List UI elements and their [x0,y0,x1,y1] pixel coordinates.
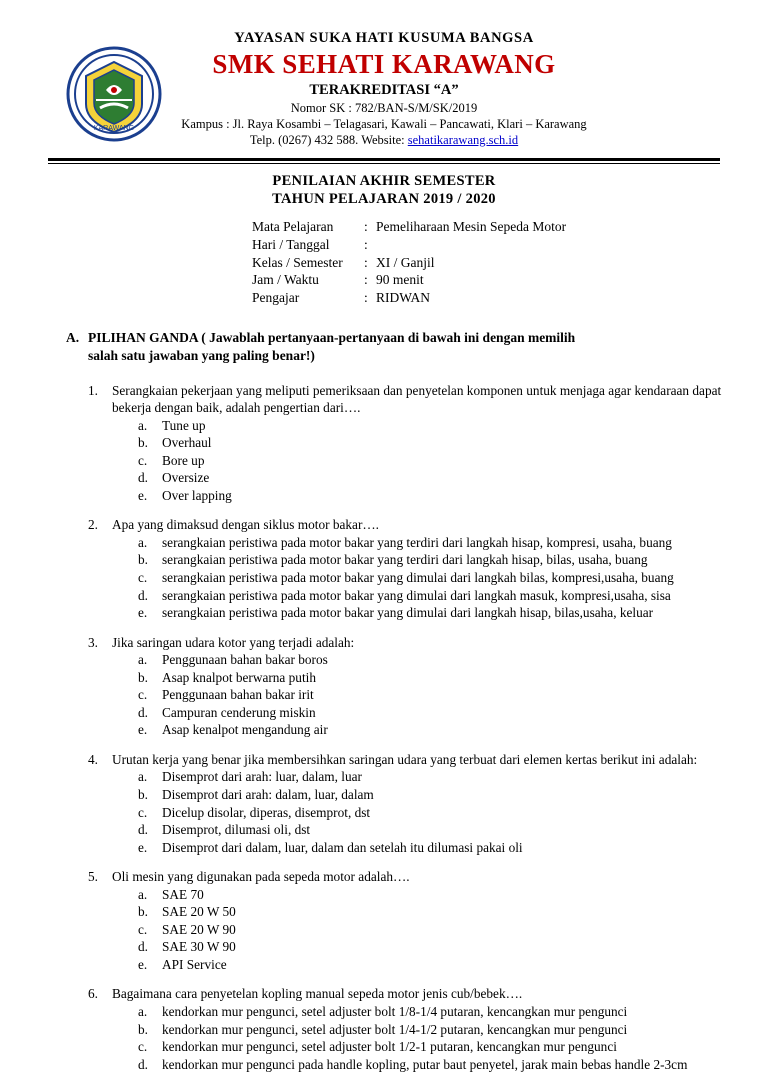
telephone-text: Telp. (0267) 432 588. Website: [250,133,408,147]
option-text: Disemprot dari arah: luar, dalam, luar [162,769,362,784]
option-letter: a. [138,534,147,552]
option-text: serangkaian peristiwa pada motor bakar yang terdiri dari langkah hisap, bilas, usaha, buang [162,552,648,567]
option-letter: b. [138,786,148,804]
option-item[interactable] [138,534,724,552]
option-letter: a. [138,417,147,435]
option-letter: d. [138,587,148,605]
question-number: 5. [88,868,110,886]
question-text: Jika saringan udara kotor yang terjadi adalah: [112,634,724,652]
option-list [112,1003,724,1073]
school-name: SMK SEHATI KARAWANG [48,49,720,80]
option-text: SAE 70 [162,887,204,902]
question-text: Apa yang dimaksud dengan siklus motor bakar…. [112,516,724,534]
option-list [112,651,724,739]
option-text: SAE 30 W 90 [162,939,236,954]
option-letter: c. [138,804,147,822]
section-line1: PILIHAN GANDA ( Jawablah pertanyaan-pertanyaan di bawah ini dengan memilih [88,330,575,345]
option-letter: d. [138,938,148,956]
option-letter: c. [138,1038,147,1056]
section-heading [0,329,768,365]
option-list [112,768,724,856]
option-item[interactable] [138,417,724,435]
meta-row-teacher [252,289,768,307]
option-text: API Service [162,957,227,972]
option-item[interactable] [138,551,724,569]
meta-label: Pengajar [252,289,364,307]
question-item [0,634,724,739]
option-item[interactable] [138,469,724,487]
meta-row-class [252,254,768,272]
option-text: serangkaian peristiwa pada motor bakar yang terdiri dari langkah hisap, kompresi, usaha, buang [162,535,672,550]
meta-label: Jam / Waktu [252,271,364,289]
option-text: Asap kenalpot mengandung air [162,722,328,737]
option-letter: a. [138,1003,147,1021]
meta-colon: : [364,289,376,307]
meta-row-duration [252,271,768,289]
option-letter: b. [138,903,148,921]
option-text: kendorkan mur pengunci, setel adjuster bolt 1/8-1/4 putaran, kencangkan mur pengunci [162,1004,627,1019]
option-text: serangkaian peristiwa pada motor bakar yang dimulai dari langkah masuk, kompresi,usaha, sisa [162,588,671,603]
option-item[interactable] [138,956,724,974]
option-letter: c. [138,569,147,587]
exam-title-line1: PENILAIAN AKHIR SEMESTER [0,173,768,190]
meta-row-subject [252,218,768,236]
option-letter: e. [138,956,147,974]
option-text: Over lapping [162,488,232,503]
option-item[interactable] [138,434,724,452]
header-divider-thin [48,163,720,164]
option-item[interactable] [138,1056,724,1073]
option-text: kendorkan mur pengunci pada handle kopling, putar baut penyetel, jarak main bebas handle 2-3cm [162,1057,687,1072]
option-item[interactable] [138,804,724,822]
question-text: Bagaimana cara penyetelan kopling manual sepeda motor jenis cub/bebek…. [112,985,724,1003]
question-item [0,516,724,621]
option-item[interactable] [138,1038,724,1056]
option-item[interactable] [138,921,724,939]
option-item[interactable] [138,721,724,739]
option-letter: b. [138,551,148,569]
option-text: Penggunaan bahan bakar irit [162,687,314,702]
option-letter: a. [138,886,147,904]
svg-text:KARAWANG: KARAWANG [94,125,134,132]
campus-address: Kampus : Jl. Raya Kosambi – Telagasari, Kawali – Pancawati, Klari – Karawang [48,117,720,132]
option-item[interactable] [138,1021,724,1039]
option-text: kendorkan mur pengunci, setel adjuster bolt 1/4-1/2 putaran, kencangkan mur pengunci [162,1022,627,1037]
meta-value: 90 menit [376,271,424,289]
option-list [112,417,724,505]
option-letter: b. [138,669,148,687]
option-text: Bore up [162,453,204,468]
option-text: Oversize [162,470,209,485]
meta-colon: : [364,271,376,289]
question-text: Serangkaian pekerjaan yang meliputi pemeriksaan dan penyetelan komponen untuk menjaga agar kendaraan dapat bekerja dengan baik, adalah pengertian dari…. [112,382,724,417]
option-item[interactable] [138,1003,724,1021]
option-text: serangkaian peristiwa pada motor bakar yang dimulai dari langkah hisap, bilas,usaha, keluar [162,605,653,620]
exam-title-block [0,173,768,208]
option-letter: a. [138,768,147,786]
option-item[interactable] [138,651,724,669]
option-text: Penggunaan bahan bakar boros [162,652,328,667]
exam-title-line2: TAHUN PELAJARAN 2019 / 2020 [0,191,768,208]
meta-label: Mata Pelajaran [252,218,364,236]
option-letter: e. [138,839,147,857]
school-logo-icon [66,46,162,142]
option-item[interactable] [138,569,724,587]
option-item[interactable] [138,786,724,804]
option-letter: d. [138,1056,148,1073]
option-letter: d. [138,469,148,487]
question-number: 4. [88,751,110,769]
meta-label: Kelas / Semester [252,254,364,272]
option-text: Overhaul [162,435,211,450]
option-letter: a. [138,651,147,669]
header-divider-thick [48,158,720,161]
accreditation-text: TERAKREDITASI “A” [48,82,720,99]
option-item[interactable] [138,768,724,786]
option-text: Disemprot dari dalam, luar, dalam dan setelah itu dilumasi pakai oli [162,840,523,855]
meta-colon: : [364,218,376,236]
option-text: Disemprot, dilumasi oli, dst [162,822,310,837]
option-item[interactable] [138,587,724,605]
question-text: Urutan kerja yang benar jika membersihkan saringan udara yang terbuat dari elemen kertas berikut ini adalah: [112,751,724,769]
option-text: Tune up [162,418,205,433]
meta-colon: : [364,254,376,272]
question-item [0,868,724,973]
meta-value: RIDWAN [376,289,430,307]
question-item [0,382,724,505]
meta-colon: : [364,236,376,254]
website-link[interactable]: sehatikarawang.sch.id [408,133,518,147]
meta-value: XI / Ganjil [376,254,435,272]
question-item [0,751,724,856]
option-letter: e. [138,604,147,622]
section-letter: A. [66,329,88,347]
option-text: serangkaian peristiwa pada motor bakar yang dimulai dari langkah bilas, kompresi,usaha, buang [162,570,674,585]
question-number: 3. [88,634,110,652]
exam-meta-table [252,218,768,307]
option-item[interactable] [138,604,724,622]
option-text: SAE 20 W 90 [162,922,236,937]
foundation-name: YAYASAN SUKA HATI KUSUMA BANGSA [48,30,720,47]
option-item[interactable] [138,886,724,904]
option-letter: e. [138,487,147,505]
option-list [112,886,724,974]
option-text: SAE 20 W 50 [162,904,236,919]
option-letter: b. [138,434,148,452]
option-text: Dicelup disolar, diperas, disemprot, dst [162,805,370,820]
option-letter: c. [138,686,147,704]
option-letter: d. [138,704,148,722]
option-list [112,534,724,622]
option-text: Asap knalpot berwarna putih [162,670,316,685]
section-line2: salah satu jawaban yang paling benar!) [88,348,315,363]
question-number: 1. [88,382,110,400]
option-text: Disemprot dari arah: dalam, luar, dalam [162,787,374,802]
option-letter: b. [138,1021,148,1039]
question-number: 6. [88,985,110,1003]
question-text: Oli mesin yang digunakan pada sepeda motor adalah…. [112,868,724,886]
question-list [0,382,768,1073]
option-letter: c. [138,452,147,470]
option-item[interactable] [138,452,724,470]
meta-label: Hari / Tanggal [252,236,364,254]
option-letter: d. [138,821,148,839]
option-item[interactable] [138,686,724,704]
option-text: Campuran cenderung miskin [162,705,316,720]
option-item[interactable] [138,704,724,722]
option-letter: c. [138,921,147,939]
option-item[interactable] [138,903,724,921]
option-text: kendorkan mur pengunci, setel adjuster bolt 1/2-1 putaran, kencangkan mur pengunci [162,1039,617,1054]
option-item[interactable] [138,669,724,687]
option-item[interactable] [138,487,724,505]
question-item [0,985,724,1073]
meta-value: Pemeliharaan Mesin Sepeda Motor [376,218,566,236]
letterhead [0,0,768,154]
meta-row-date [252,236,768,254]
sk-number: Nomor SK : 782/BAN-S/M/SK/2019 [48,101,720,116]
option-item[interactable] [138,839,724,857]
option-item[interactable] [138,821,724,839]
option-letter: e. [138,721,147,739]
question-number: 2. [88,516,110,534]
option-item[interactable] [138,938,724,956]
